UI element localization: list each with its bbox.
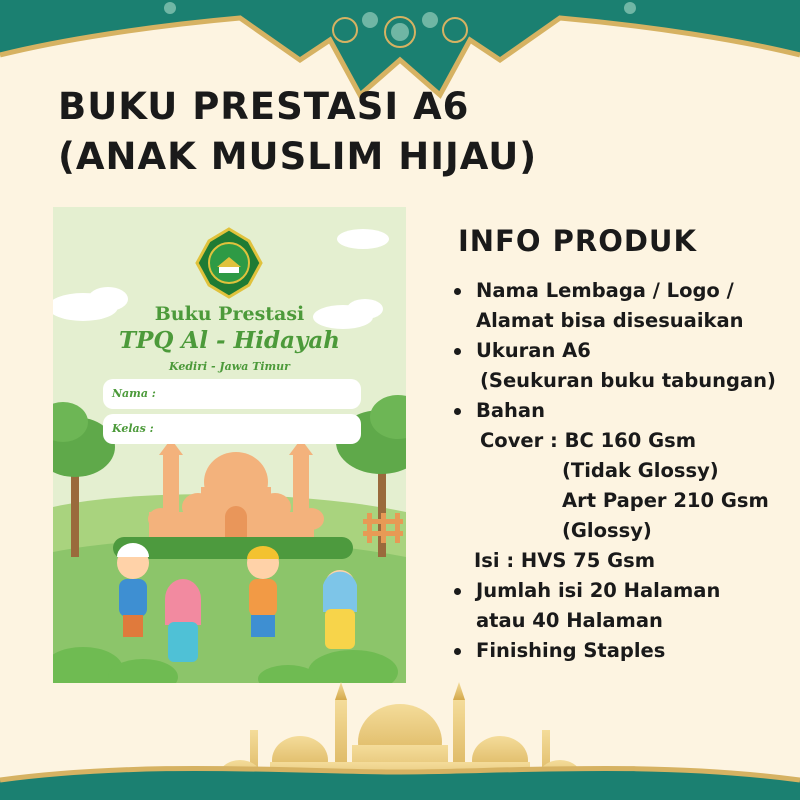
page-title bbox=[58, 82, 537, 182]
info-list bbox=[452, 276, 792, 666]
info-line: Ukuran A6 bbox=[476, 339, 591, 362]
info-line: Bahan bbox=[476, 399, 545, 422]
cover-title: Buku Prestasi bbox=[154, 303, 305, 325]
info-line-isi: Isi : HVS 75 Gsm bbox=[474, 549, 656, 572]
info-line: (Seukuran buku tabungan) bbox=[480, 369, 776, 392]
info-line: atau 40 Halaman bbox=[476, 609, 663, 632]
cover-name-field: Nama : bbox=[103, 379, 361, 409]
info-item-material bbox=[452, 396, 792, 576]
info-item-customization bbox=[452, 276, 792, 336]
info-item-pages bbox=[452, 576, 792, 636]
info-line: Finishing Staples bbox=[476, 639, 666, 662]
info-line: Alamat bisa disesuaikan bbox=[476, 309, 744, 332]
info-heading: INFO PRODUK bbox=[458, 224, 697, 258]
cover-class-field: Kelas : bbox=[103, 414, 361, 444]
info-line: (Glossy) bbox=[562, 519, 652, 542]
title-line-1: BUKU PRESTASI A6 bbox=[58, 85, 470, 128]
book-cover-preview bbox=[53, 207, 406, 683]
info-line: Art Paper 210 Gsm bbox=[562, 489, 769, 512]
cover-illustration bbox=[53, 207, 406, 683]
title-line-2: (ANAK MUSLIM HIJAU) bbox=[58, 135, 538, 178]
cover-institution-name: TPQ Al - Hidayah bbox=[118, 327, 341, 354]
info-item-size bbox=[452, 336, 792, 396]
info-line-cover: Cover : BC 160 Gsm bbox=[480, 429, 697, 452]
info-line: Nama Lembaga / Logo / bbox=[476, 279, 734, 302]
bottom-mosque-silhouette-decoration bbox=[0, 660, 800, 800]
info-line: (Tidak Glossy) bbox=[562, 459, 719, 482]
info-line: Jumlah isi 20 Halaman bbox=[476, 579, 721, 602]
cover-location: Kediri - Jawa Timur bbox=[169, 360, 290, 373]
